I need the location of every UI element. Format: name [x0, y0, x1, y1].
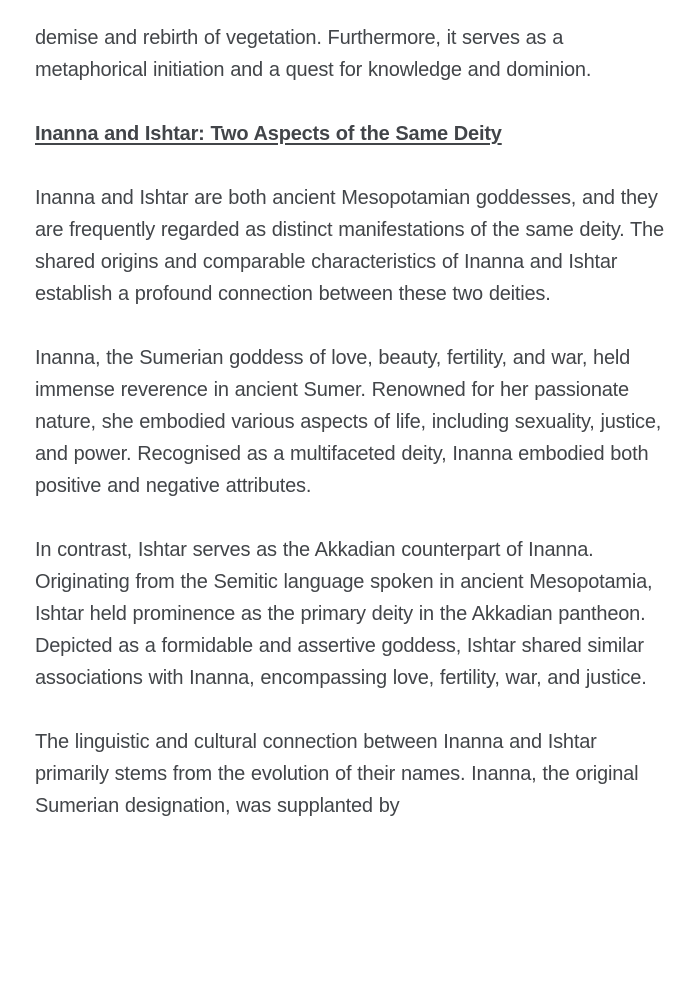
paragraph: In contrast, Ishtar serves as the Akkadian counterpart of Inanna. Originating from the Semitic language spoken in ancient Mesopotamia, Ishtar held prominence as the primary deity in the Akkadian pantheon. Depicted as a formidable and assertive goddess, Ishtar shared similar associations with Inanna, encompassing love, fertility, war, and justice.: [35, 539, 653, 689]
paragraph-continuation: demise and rebirth of vegetation. Furthermore, it serves as a metaphorical initiation and a quest for knowledge and dominion.: [35, 27, 592, 81]
paragraph: Inanna and Ishtar are both ancient Mesopotamian goddesses, and they are frequently regarded as distinct manifestations of the same deity. The shared origins and comparable characteristics of Inanna and Ishtar establish a profound connection between these two deities.: [35, 187, 664, 305]
paragraph: The linguistic and cultural connection between Inanna and Ishtar primarily stems from the evolution of their names. Inanna, the original Sumerian designation, was supplanted by: [35, 731, 639, 817]
article-body: [35, 22, 669, 822]
paragraph: Inanna, the Sumerian goddess of love, beauty, fertility, and war, held immense reverence in ancient Sumer. Renowned for her passionate nature, she embodied various aspects of life, including sexuality, justice, and power. Recognised as a multifaceted deity, Inanna embodied both positive and negative attributes.: [35, 347, 662, 497]
section-heading: Inanna and Ishtar: Two Aspects of the Same Deity: [35, 123, 502, 145]
